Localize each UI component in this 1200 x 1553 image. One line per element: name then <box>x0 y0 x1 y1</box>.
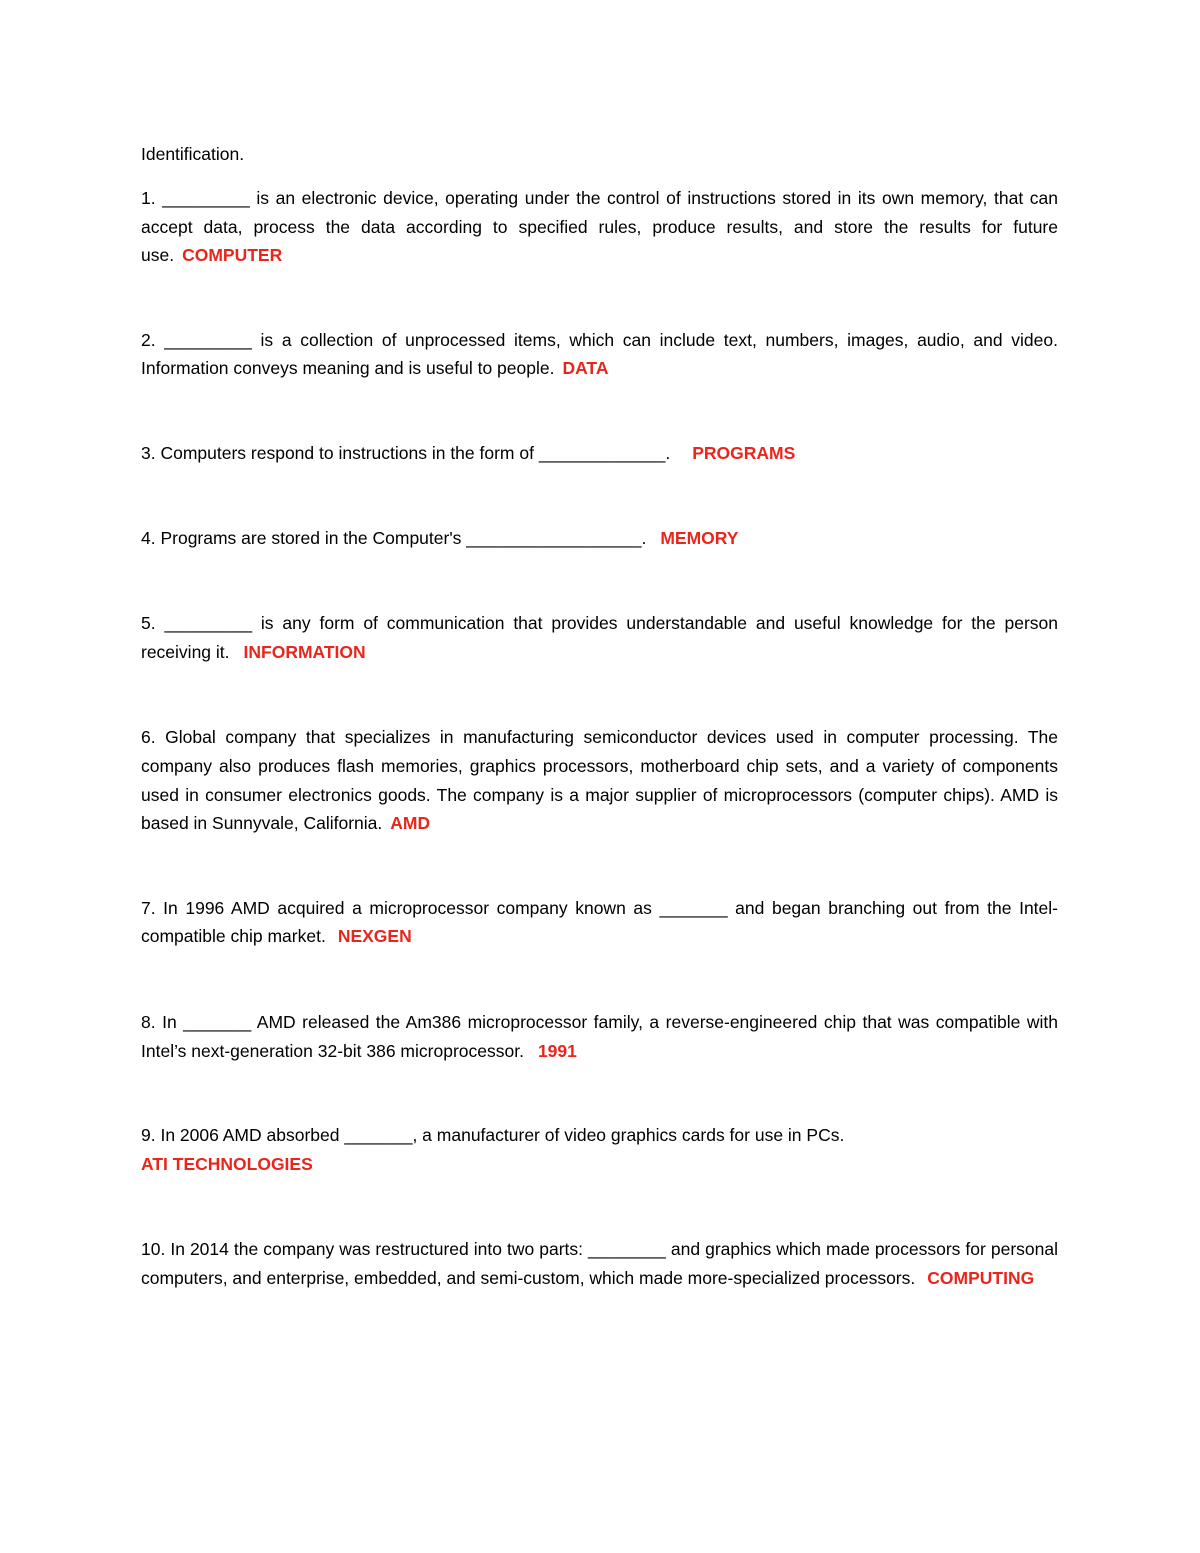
document-heading: Identification. <box>141 144 245 164</box>
question-10 <box>141 1235 1058 1292</box>
question-text: 9. In 2006 AMD absorbed _______, a manufacturer of video graphics cards for use in PCs. <box>141 1125 845 1146</box>
question-9 <box>141 1121 1058 1178</box>
question-4 <box>141 524 1058 553</box>
answer-text: ATI TECHNOLOGIES <box>141 1153 313 1174</box>
question-5 <box>141 609 1058 666</box>
document-page <box>141 140 1058 1292</box>
question-text: 4. Programs are stored in the Computer's __________________. <box>141 527 647 548</box>
question-text: 7. In 1996 AMD acquired a microprocessor company known as _______ and began branching out from the Intel-compatible chip market. <box>141 897 1058 947</box>
question-text: 3. Computers respond to instructions in the form of _____________. <box>141 442 671 463</box>
answer-text: MEMORY <box>660 527 739 548</box>
answer-text: DATA <box>562 358 609 379</box>
answer-text: AMD <box>390 813 431 834</box>
question-text: 10. In 2014 the company was restructured into two parts: ________ and graphics which made processors for personal computers, and enterprise, embedded, and semi-custom, which made more-specialized processors. <box>141 1239 1058 1288</box>
question-2 <box>141 326 1058 383</box>
answer-text: NEXGEN <box>337 926 412 947</box>
question-8 <box>141 1008 1058 1065</box>
question-text: 1. _________ is an electronic device, operating under the control of instructions stored in its own memory, that can accept data, process the data according to specified rules, produce results, and store the results for future use. <box>141 188 1058 266</box>
answer-text: PROGRAMS <box>692 442 796 463</box>
question-text: 5. _________ is any form of communication that provides understandable and useful knowledge for the person receiving it. <box>141 613 1058 662</box>
question-text: 8. In _______ AMD released the Am386 microprocessor family, a reverse-engineered chip that was compatible with Intel’s next-generation 32-bit 386 microprocessor. <box>141 1011 1058 1061</box>
answer-text: 1991 <box>537 1040 577 1061</box>
answer-text: COMPUTER <box>182 245 283 266</box>
answer-text: COMPUTING <box>927 1267 1035 1288</box>
question-1 <box>141 184 1058 270</box>
question-3 <box>141 439 1058 468</box>
question-7 <box>141 894 1058 951</box>
answer-text: INFORMATION <box>243 641 366 662</box>
question-text: 6. Global company that specializes in manufacturing semiconductor devices used in computer processing. The company also produces flash memories, graphics processors, motherboard chip sets, and a variety of components used in consumer electronics goods. The company is a major supplier of microprocessors (computer chips). AMD is based in Sunnyvale, California. <box>141 727 1058 834</box>
question-text: 2. _________ is a collection of unprocessed items, which can include text, numbers, images, audio, and video. Information conveys meaning and is useful to people. <box>141 329 1058 379</box>
question-6 <box>141 723 1058 837</box>
